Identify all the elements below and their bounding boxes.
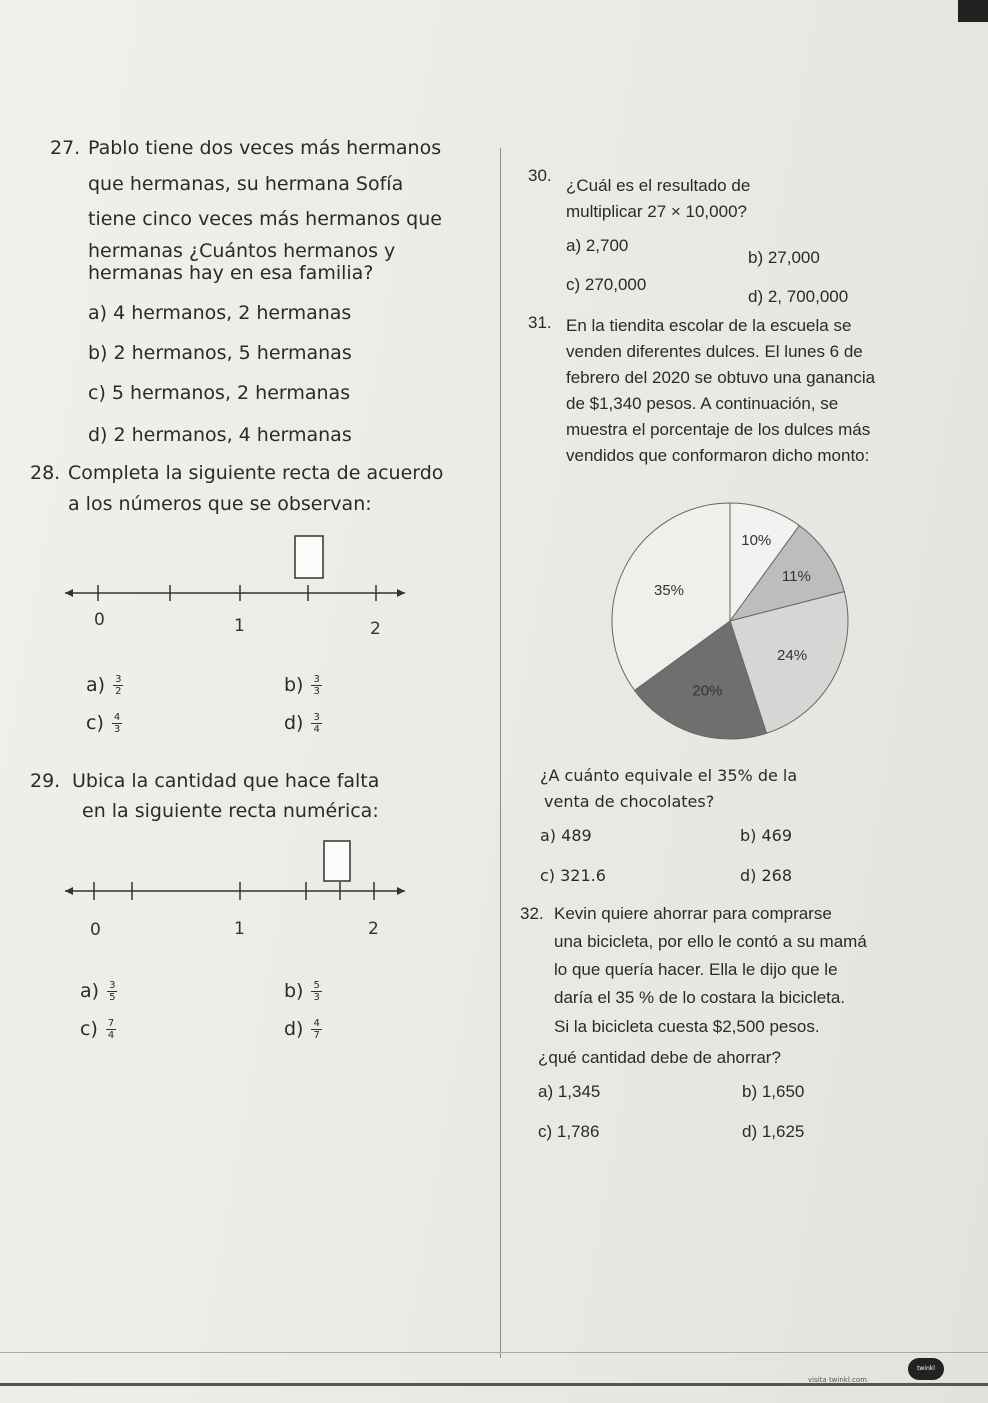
numerator: 3 (109, 980, 116, 991)
pie-slice-label: 24% (777, 647, 808, 665)
denominator: 3 (313, 686, 320, 697)
q28-line-2: a los números que se observan: (68, 493, 372, 515)
q29-arrow-left (65, 887, 73, 895)
fraction (311, 1018, 321, 1041)
q32-option-c[interactable]: c) 1,786 (538, 1122, 600, 1141)
q29-number-line (60, 835, 420, 945)
q31-question-line-2: venta de chocolates? (544, 792, 715, 811)
q27-option-c[interactable]: c) 5 hermanos, 2 hermanas (88, 382, 351, 404)
q32-option-b[interactable]: b) 1,650 (742, 1082, 805, 1101)
q32-line-2: una bicicleta, por ello le contó a su mamá (554, 932, 867, 951)
q32-line-6: ¿qué cantidad debe de ahorrar? (538, 1048, 781, 1067)
q29-number: 29. (30, 770, 61, 792)
column-divider (500, 148, 501, 1358)
q29-arrow-right (397, 887, 405, 895)
option-letter: d) (284, 1018, 304, 1040)
q29-tick-label-2: 2 (368, 919, 379, 939)
twinkl-logo: twinkl (908, 1358, 944, 1380)
q27-option-d[interactable]: d) 2 hermanos, 4 hermanas (88, 424, 352, 446)
q30-number: 30. (528, 166, 552, 185)
q28-number: 28. (30, 462, 61, 484)
fraction (311, 980, 321, 1003)
pie-slice-label: 35% (654, 581, 685, 599)
numerator: 7 (107, 1018, 115, 1029)
corner-shadow (958, 0, 988, 22)
fraction (311, 712, 321, 735)
q27-line-1: Pablo tiene dos veces más hermanos (88, 137, 442, 159)
q27-option-a[interactable]: a) 4 hermanos, 2 hermanas (88, 302, 352, 324)
q28-arrow-left (65, 589, 73, 597)
q30-option-c[interactable]: c) 270,000 (566, 275, 647, 294)
q29-tick-label-0: 0 (90, 920, 101, 940)
denominator: 4 (313, 724, 320, 735)
q28-line-1: Completa la siguiente recta de acuerdo (68, 462, 444, 484)
q29-option-a[interactable] (80, 980, 117, 1003)
q28-option-d[interactable] (284, 712, 322, 735)
q28-option-c[interactable] (86, 712, 122, 735)
option-letter: d) (284, 712, 304, 734)
q27-line-2: que hermanas, su hermana Sofía (88, 173, 404, 195)
fraction (106, 1018, 116, 1041)
q30-line-1: ¿Cuál es el resultado de (566, 176, 751, 195)
numerator: 3 (115, 674, 122, 685)
q28-arrow-right (397, 589, 405, 597)
q30-option-b[interactable]: b) 27,000 (748, 248, 820, 267)
q32-number: 32. (520, 904, 544, 923)
q28-tick-label-0: 0 (94, 610, 105, 630)
q27-line-4: hermanas ¿Cuántos hermanos y (88, 240, 396, 262)
q32-option-d[interactable]: d) 1,625 (742, 1122, 805, 1141)
q32-line-5: Si la bicicleta cuesta $2,500 pesos. (554, 1017, 820, 1036)
q27-line-3: tiene cinco veces más hermanos que (88, 208, 442, 230)
q30-option-d[interactable]: d) 2, 700,000 (748, 287, 849, 306)
q28-answer-box[interactable] (295, 536, 323, 578)
q29-option-c[interactable] (80, 1018, 116, 1041)
q27-number: 27. (50, 137, 81, 159)
option-letter: c) (80, 1018, 98, 1040)
numerator: 5 (313, 980, 320, 991)
fraction (311, 674, 321, 697)
numerator: 4 (113, 712, 121, 723)
q29-option-b[interactable] (284, 980, 322, 1003)
fraction (113, 674, 123, 697)
q31-option-c[interactable]: c) 321.6 (540, 866, 606, 885)
denominator: 4 (107, 1030, 115, 1041)
q31-number: 31. (528, 313, 552, 332)
q31-question-line-1: ¿A cuánto equivale el 35% de la (540, 766, 798, 785)
q32-option-a[interactable]: a) 1,345 (538, 1082, 601, 1101)
q30-line-2: multiplicar 27 × 10,000? (566, 202, 747, 221)
q29-line-1: Ubica la cantidad que hace falta (72, 770, 380, 792)
q32-line-1: Kevin quiere ahorrar para comprarse (554, 904, 832, 923)
q29-option-d[interactable] (284, 1018, 322, 1041)
option-letter: b) (284, 674, 304, 696)
q32-line-3: lo que quería hacer. Ella le dijo que le (554, 960, 838, 979)
numerator: 3 (313, 674, 320, 685)
footer-url[interactable]: visita twinkl.com (808, 1376, 867, 1384)
q31-line-4: de $1,340 pesos. A continuación, se (566, 394, 839, 413)
q31-pie-chart (600, 490, 860, 760)
denominator: 5 (109, 992, 116, 1003)
q29-line-2: en la siguiente recta numérica: (82, 800, 379, 822)
denominator: 3 (113, 724, 121, 735)
fraction (107, 980, 117, 1003)
q31-line-3: febrero del 2020 se obtuvo una ganancia (566, 368, 876, 387)
denominator: 7 (313, 1030, 320, 1041)
denominator: 3 (313, 992, 320, 1003)
pie-slice-label: 10% (741, 532, 772, 550)
q31-line-5: muestra el porcentaje de los dulces más (566, 420, 871, 439)
denominator: 2 (115, 686, 122, 697)
q30-option-a[interactable]: a) 2,700 (566, 236, 629, 255)
option-letter: c) (86, 712, 104, 734)
pie-slice-label: 11% (781, 567, 811, 585)
q29-tick-label-1: 1 (234, 919, 245, 939)
numerator: 3 (313, 712, 320, 723)
q28-tick-label-1: 1 (234, 616, 245, 636)
q27-line-5: hermanas hay en esa familia? (88, 262, 374, 284)
q31-line-2: venden diferentes dulces. El lunes 6 de (566, 342, 863, 361)
q31-option-b[interactable]: b) 469 (740, 826, 793, 845)
q31-option-d[interactable]: d) 268 (740, 866, 793, 885)
q28-option-b[interactable] (284, 674, 322, 697)
q32-line-4: daría el 35 % de lo costara la bicicleta. (554, 988, 846, 1007)
q28-number-line (60, 530, 420, 640)
q27-option-b[interactable]: b) 2 hermanos, 5 hermanas (88, 342, 352, 364)
q28-option-a[interactable] (86, 674, 123, 697)
pie-slice-label: 20% (692, 682, 723, 700)
bottom-rule-thin (0, 1352, 988, 1353)
q31-option-a[interactable]: a) 489 (540, 826, 592, 845)
option-letter: a) (80, 980, 100, 1002)
numerator: 4 (313, 1018, 320, 1029)
option-letter: a) (86, 674, 106, 696)
q31-line-1: En la tiendita escolar de la escuela se (566, 316, 852, 335)
fraction (112, 712, 122, 735)
q29-answer-box[interactable] (324, 841, 350, 881)
option-letter: b) (284, 980, 304, 1002)
q31-line-6: vendidos que conformaron dicho monto: (566, 446, 870, 465)
q28-tick-label-2: 2 (370, 619, 381, 639)
